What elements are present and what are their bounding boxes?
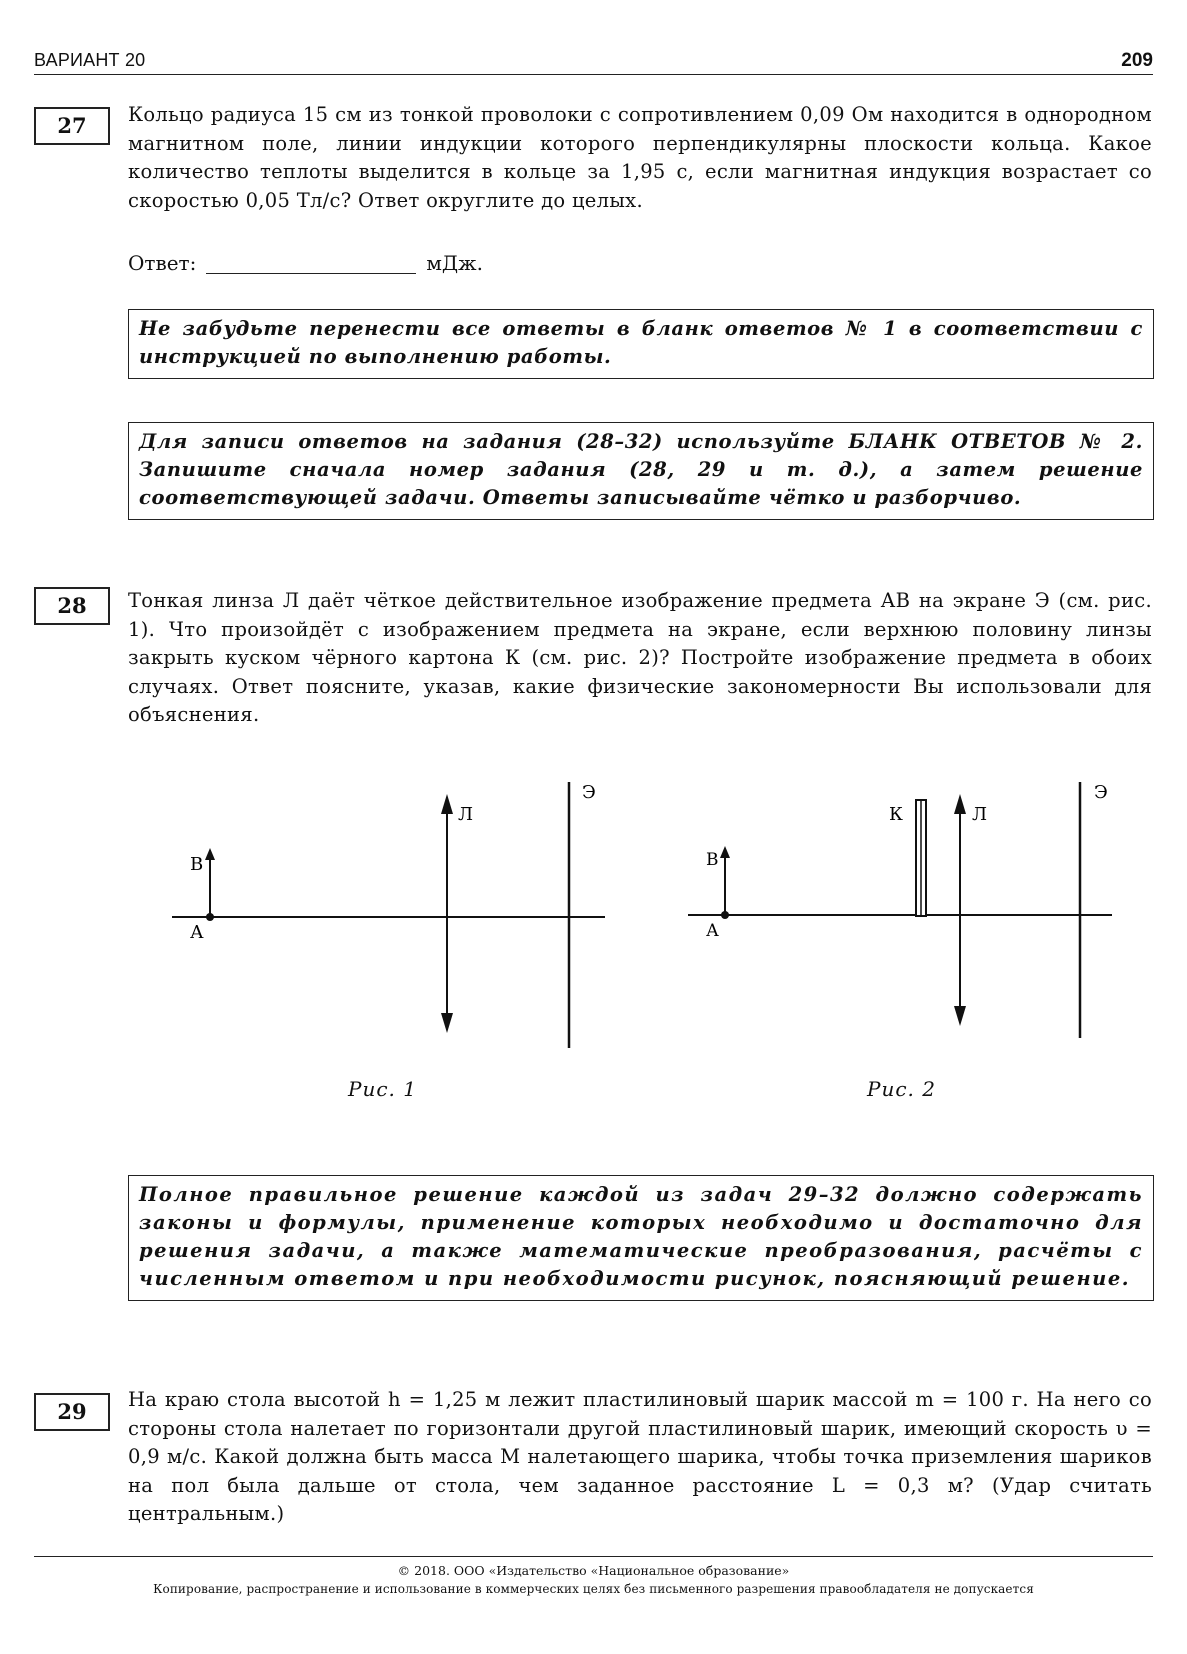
lens-arrow-top [954, 794, 966, 814]
page-number: 209 [1121, 50, 1153, 71]
figure-2 [680, 770, 1150, 1060]
label-b: В [190, 854, 204, 875]
figure-2-caption: Рис. 2 [867, 1077, 936, 1101]
label-lens: Л [458, 804, 474, 825]
answer-unit: мДж. [426, 251, 483, 275]
label-a: А [706, 921, 719, 941]
lens-arrow-bottom [954, 1006, 966, 1026]
label-lens: Л [972, 804, 988, 825]
task-27-text: Кольцо радиуса 15 см из тонкой проволоки с сопротивлением 0,09 Ом находится в однородном магнитном поле, линии индукции которого перпендикулярны плоскости кольца. Какое количество теплоты выделится в кольце за 1,95 с, если магнитная индукция возрастает со скоростью 0,05 Тл/с? Ответ округлите до целых. [128, 103, 1152, 212]
notice-full-solution: Полное правильное решение каждой из задач 29–32 должно содержать законы и формулы, применение которых необходимо и достаточно для решения задачи, а также математические преобразования, расчёты с численным ответом и при необходимости рисунок, поясняющий решение. [128, 1175, 1154, 1301]
footer-rights: Копирование, распространение и использование в коммерческих целях без письменного разрешения правообладателя не допускается [153, 1582, 1034, 1596]
figure-1-caption: Рис. 1 [348, 1077, 417, 1101]
object-arrow-head [205, 848, 215, 860]
task-29-text: На краю стола высотой h = 1,25 м лежит пластилиновый шарик массой m = 100 г. На него со стороны стола налетает по горизонтали другой пластилиновый шарик, имеющий скорость υ = 0,9 м/с. Какой должна быть масса M налетающего шарика, чтобы точка приземления шариков на пол была дальше от стола, чем заданное расстояние L = 0,3 м? (Удар считать центральным.) [128, 1388, 1152, 1526]
figure-1 [160, 770, 630, 1060]
answer-label: Ответ: [128, 251, 197, 275]
object-arrow-head [720, 846, 730, 858]
lens-arrow-top [441, 794, 453, 814]
task-27-number: 27 [34, 107, 110, 145]
label-a: А [190, 922, 204, 943]
variant-title: ВАРИАНТ 20 [34, 50, 146, 70]
notice-answer-form-2: Для записи ответов на задания (28–32) используйте БЛАНК ОТВЕТОВ № 2. Запишите сначала номер задания (28, 29 и т. д.), а затем решение соответствующей задачи. Ответы записывайте чётко и разборчиво. [128, 422, 1154, 520]
point-a [721, 911, 729, 919]
footer-copyright: © 2018. ООО «Издательство «Национальное образование» [397, 1563, 790, 1578]
label-b: В [706, 850, 719, 870]
label-screen: Э [582, 782, 596, 803]
notice-transfer-answers: Не забудьте перенести все ответы в бланк ответов № 1 в соответствии с инструкцией по выполнению работы. [128, 309, 1154, 379]
task-29-number: 29 [34, 1393, 110, 1431]
task-28-text: Тонкая линза Л даёт чёткое действительное изображение предмета АВ на экране Э (см. рис. 1). Что произойдёт с изображением предмета на экране, если верхнюю половину линзы закрыть куском чёрного картона К (см. рис. 2)? Постройте изображение предмета в обоих случаях. Ответ поясните, указав, какие физические закономерности Вы использовали для объяснения. [128, 589, 1152, 727]
point-a [206, 913, 214, 921]
label-screen: Э [1094, 782, 1108, 803]
lens-arrow-bottom [441, 1013, 453, 1033]
label-card: К [889, 804, 903, 825]
footer-rule [34, 1556, 1153, 1557]
answer-field[interactable] [206, 253, 416, 274]
page-header [34, 46, 1153, 75]
answer-row [128, 251, 483, 275]
task-28-number: 28 [34, 587, 110, 625]
